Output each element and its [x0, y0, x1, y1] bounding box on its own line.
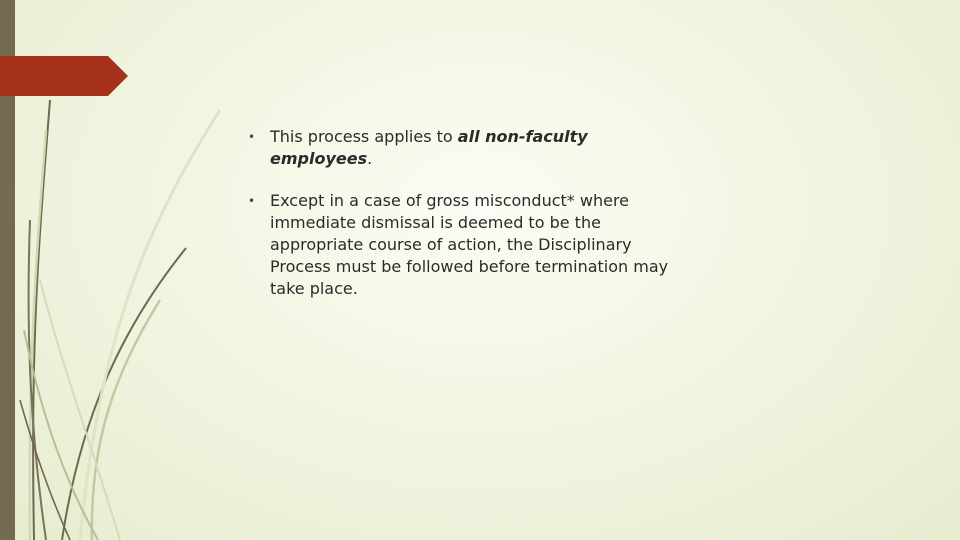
bullet-text-emphasis-2: employees: [270, 149, 368, 168]
bullet-list: [248, 126, 688, 320]
bullet-text-prefix: This process applies to: [270, 127, 458, 146]
bullet-text-suffix: .: [367, 149, 373, 168]
bullet-icon: •: [248, 194, 256, 208]
bullet-text-emphasis: all non-faculty: [457, 127, 588, 146]
bullet-item-scope: [248, 126, 688, 170]
bullet-text: Except in a case of gross misconduct* where immediate dismissal is deemed to be the appropriate course of action, the Disciplinary Process must be followed before termination may take place.: [270, 191, 669, 298]
accent-tab-icon: [0, 56, 128, 96]
bullet-icon: •: [248, 130, 256, 144]
bullet-item-exception: [248, 190, 688, 300]
